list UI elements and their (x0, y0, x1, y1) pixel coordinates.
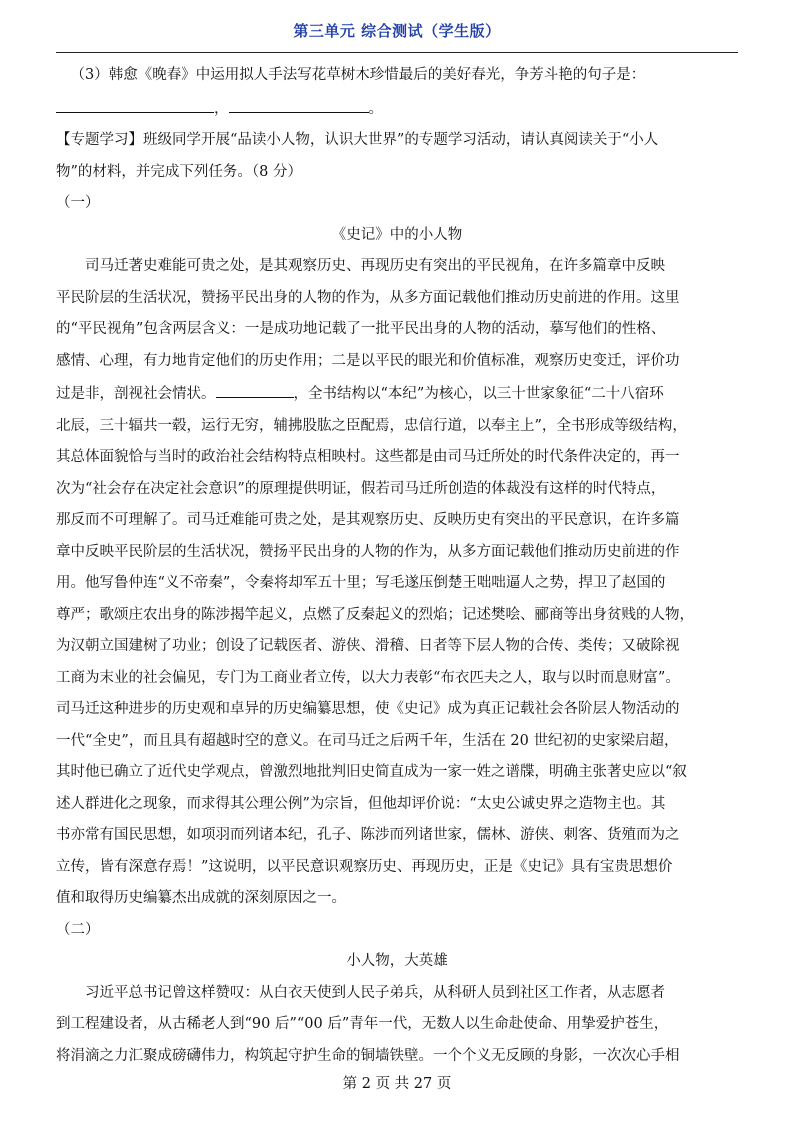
header-divider (56, 52, 738, 53)
answer-blank-2[interactable] (229, 92, 369, 113)
question-3-text: （3）韩愈《晚春》中运用拟人手法写花草树木珍惜最后的美好春光，争芳斗艳的句子是： (70, 67, 646, 83)
topic-intro-line: 【专题学习】班级同学开展“品读小人物，认识大世界”的专题学习活动，请认真阅读关于“小人 (56, 132, 659, 148)
body-line: 到工程建设者，从古稀老人到“90 后”“00 后”青年一代，无数人以生命赴使命、用挚爱护苍生， (56, 1016, 669, 1032)
answer-end: 。 (368, 100, 383, 117)
section-1-title: 《史记》中的小人物 (331, 226, 463, 243)
page-content (56, 60, 738, 1072)
body-line: 用。他写鲁仲连“义不帝秦”，令秦将却军五十里；写毛遂压倒楚王咄咄逼人之势，捍卫了赵国的 (56, 575, 666, 591)
answer-blank-1[interactable] (56, 92, 214, 113)
body-line: 习近平总书记曾这样赞叹：从白衣天使到人民子弟兵，从科研人员到社区工作者，从志愿者 (85, 984, 665, 1001)
question-3 (56, 60, 738, 92)
body-line: 将涓滴之力汇聚成磅礴伟力，构筑起守护生命的铜墙铁壁。一个个义无反顾的身影，一次次心手相 (56, 1047, 680, 1064)
topic-intro-line: 物”的材料，并完成下列任务。（8 分） (56, 163, 302, 180)
body-line: 司马迁这种进步的历史观和卓异的历史编纂思想，使《史记》成为真正记载社会各阶层人物活动的 (56, 701, 680, 717)
body-line: 述人群进化之现象，而求得其公理公例”为宗旨，但他却评价说：“太史公诚史界之造物主也。其 (56, 795, 666, 812)
body-line: 章中反映平民阶层的生活状况，赞扬平民出身的人物的作为，从多方面记载他们推动历史前进的作 (56, 543, 680, 560)
body-text: 过是非，剖视社会情状。 (56, 386, 216, 402)
body-line: 立传，皆有深意存焉！”这说明，以平民意识观察历史、再现历史，正是《史记》具有宝贵思想价 (56, 858, 673, 875)
section-2-body (56, 978, 738, 1073)
body-line: 其时他已确立了近代史学观点，曾激烈地批判旧史简直成为一家一姓之谱牒，明确主张著史应以“叙 (56, 764, 687, 780)
body-line: 司马迁著史难能可贵之处，是其观察历史、再现历史有突出的平民视角，在许多篇章中反映 (85, 258, 665, 274)
body-line: 那反而不可理解了。司马迁难能可贵之处，是其观察历史、反映历史有突出的平民意识，在许多篇 (56, 512, 680, 528)
body-text: ，全书结构以“本纪”为核心，以三十世家象征“二十八宿环 (293, 386, 664, 402)
body-line-with-blank (56, 377, 738, 411)
section-2-title: 小人物，大英雄 (346, 953, 448, 969)
fill-in-blank[interactable] (216, 377, 294, 398)
page-footer: 第 2 页 共 27 页 (342, 1076, 452, 1092)
body-line: 北辰，三十辐共一毂，运行无穷，辅拂股肱之臣配焉，忠信行道，以奉主上”，全书形成等级结构， (56, 417, 687, 434)
section-1-mark: （一） (56, 195, 100, 211)
question-3-answer-line (56, 92, 738, 126)
body-line: 尊严；歌颂庄农出身的陈涉揭竿起义，点燃了反秦起义的烈焰；记述樊哙、郦商等出身贫贱的人物， (56, 606, 694, 623)
body-line: 工商为末业的社会偏见，专门为工商业者立传，以大力表彰“布衣匹夫之人，取与以时而息财富”。 (56, 669, 680, 686)
page-header-title: 第三单元 综合测试（学生版） (293, 22, 501, 40)
body-line: 为汉朝立国建树了功业；创设了记载医者、游侠、滑稽、日者等下层人物的合传、类传；又破除视 (56, 638, 680, 654)
body-line: 值和取得历史编纂杰出成就的深刻原因之一。 (56, 890, 346, 906)
body-line: 感情、心理，有力地肯定他们的历史作用；二是以平民的眼光和价值标准，观察历史变迁，评价功 (56, 352, 680, 369)
body-line: 其总体面貌恰与当时的政治社会结构特点相映村。这些都是由司马迁所处的时代条件决定的，再一 (56, 449, 680, 465)
body-line: 平民阶层的生活状况，赞扬平民出身的人物的作为，从多方面记载他们推动历史前进的作用。这里 (56, 289, 680, 306)
section-2-mark: （二） (56, 921, 100, 938)
body-line: 书亦常有国民思想，如项羽而列诸本纪，孔子、陈涉而列诸世家，儒林、游侠、刺客、货殖而为之 (56, 827, 680, 843)
body-line: 一代“全史”，而且具有超越时空的意义。在司马迁之后两千年，生活在 20 世纪初的史家梁启超， (56, 732, 679, 749)
body-line: 的“平民视角”包含两层含义：一是成功地记载了一批平民出身的人物的活动，摹写他们的性格、 (56, 321, 666, 337)
section-1-body (56, 251, 738, 915)
topic-intro (56, 125, 738, 188)
answer-separator: ， (214, 100, 229, 117)
body-line: 次为“社会存在决定社会意识”的原理提供明证，假若司马迁所创造的体裁没有这样的时代特点， (56, 480, 666, 497)
